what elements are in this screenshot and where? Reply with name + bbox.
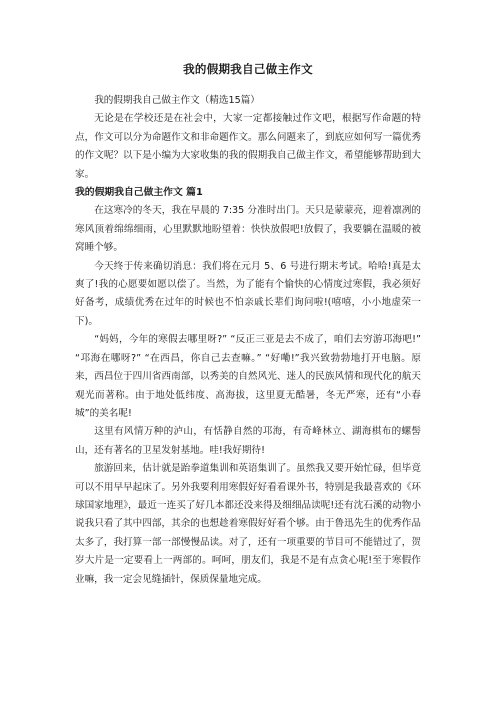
intro-paragraph: 我的假期我自己做主作文（精选15篇） — [94, 95, 260, 106]
body-paragraph: 旅游回来，估计就是跆拳道集训和英语集训了。虽然我又要开始忙碌，但毕竟可以不用早早起床了。另外我要利用寒假好好看看课外书，特别是我最喜欢的《环球国家地理》，最近一连买了好几本都还没来得及细细品读呢!还有沈石溪的动物小说我只看了其中四部，其余的也想趁着寒假好好看个够。由于鲁迅先生的优秀作品太多了，我打算一部一部慢慢品读。对了，还有一项重要的节目可不能错过了，贺岁大片是一定要看上一两部的。呵呵，朋友们，我是不是有点贪心呢!至于寒假作业嘛，我一定会见缝插针，保质保量地完成。 — [75, 463, 421, 585]
body-paragraph: 这里有风情万种的泸山，有恬静自然的邛海，有奇峰林立、湖海棋布的螺髻山，还有著名的卫星发射基地。哇!我好期待! — [75, 426, 421, 456]
intro-paragraph: 无论是在学校还是在社会中，大家一定都接触过作文吧，根据写作命题的特点，作文可以分为命题作文和非命题作文。那么问题来了，到底应如何写一篇优秀的作文呢？以下是小编为大家收集的我的假期我自己做主作文，希望能够帮助到大家。 — [75, 113, 421, 180]
body-paragraph: 今天终于传来确切消息：我们将在元月 5、6 号进行期末考试。哈哈!真是太爽了!我的心愿要如愿以偿了。当然，为了能有个愉快的心情度过寒假，我必须好好备考，成绩优秀在过年的时候也不怕亲戚长辈们询问啦!(嘻嘻，小小地虚荣一下)。 — [75, 260, 421, 327]
section-heading: 我的假期我自己做主作文 篇1 — [75, 187, 203, 199]
body-paragraph: 在这寒冷的冬天，我在早晨的 7:35 分准时出门。天只是蒙蒙亮，迎着凛冽的寒风顶着绵绵细雨，心里默默地盼望着：快快放假吧!放假了，我要躺在温暖的被窝睡个够。 — [75, 205, 421, 254]
document-body — [75, 92, 421, 589]
body-paragraph: “妈妈，今年的寒假去哪里呀?” “反正三亚是去不成了，咱们去穷游邛海吧!” “邛海在哪呀?” “在西昌，你自己去查嘛。” “好嘞!”我兴致勃勃地打开电脑。原来，西昌位于四川省西南部，以秀美的自然风光、迷人的民族风情和现代化的航天观光而著称。由于地处低纬度、高海拔，这里夏无酷暑，冬无严寒，还有“小春城”的美名呢! — [75, 334, 421, 419]
document-title: 我的假期我自己做主作文 — [183, 62, 313, 76]
